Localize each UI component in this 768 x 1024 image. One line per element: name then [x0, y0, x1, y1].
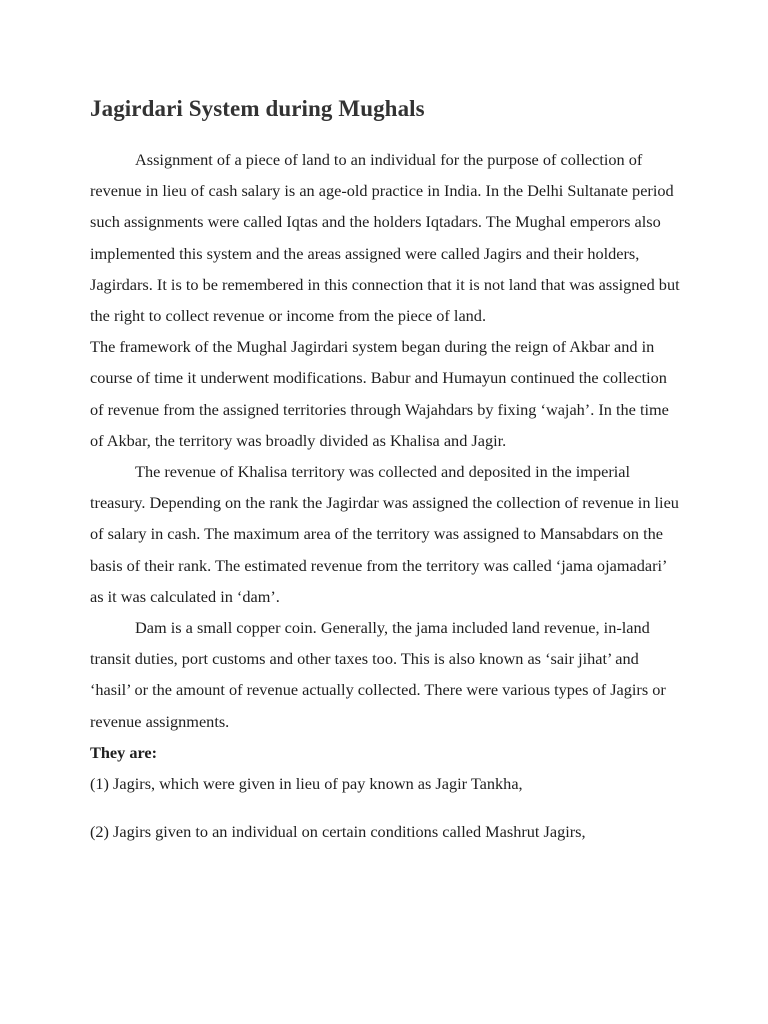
- they-are-heading: They are:: [90, 742, 158, 762]
- list-item-1: (1) Jagirs, which were given in lieu of pay known as Jagir Tankha,: [90, 774, 523, 794]
- paragraph-3: The revenue of Khalisa territory was collected and deposited in the imperial treasury. Depending on the rank the Jagirdar was assigned the collection of revenue in lieu of salary in cash. The maximum area of the territory was assigned to Mansabdars on the basis of their rank. The estimated revenue from the territory was called ‘jama ojamadari’ as it was calculated in ‘dam’.: [90, 462, 679, 606]
- paragraph-1: Assignment of a piece of land to an individual for the purpose of collection of revenue in lieu of cash salary is an age-old practice in India. In the Delhi Sultanate period such assignments were called Iqtas and the holders Iqtadars. The Mughal emperors also implemented this system and the areas assigned were called Jagirs and their holders, Jagirdars. It is to be remembered in this connection that it is not land that was assigned but the right to collect revenue or income from the piece of land.: [90, 150, 680, 326]
- document-title: Jagirdari System during Mughals: [90, 96, 425, 121]
- list-item-2: (2) Jagirs given to an individual on certain conditions called Mashrut Jagirs,: [90, 822, 586, 842]
- paragraph-2: The framework of the Mughal Jagirdari system began during the reign of Akbar and in course of time it underwent modifications. Babur and Humayun continued the collection of revenue from the assigned territories through Wajahdars by fixing ‘wajah’. In the time of Akbar, the territory was broadly divided as Khalisa and Jagir.: [90, 337, 669, 450]
- document-page: [90, 92, 680, 847]
- spacer: [90, 799, 680, 816]
- paragraph-4: Dam is a small copper coin. Generally, the jama included land revenue, in-land transit duties, port customs and other taxes too. This is also known as ‘sair jihat’ and ‘hasil’ or the amount of revenue actually collected. There were various types of Jagirs or revenue assignments.: [90, 618, 666, 731]
